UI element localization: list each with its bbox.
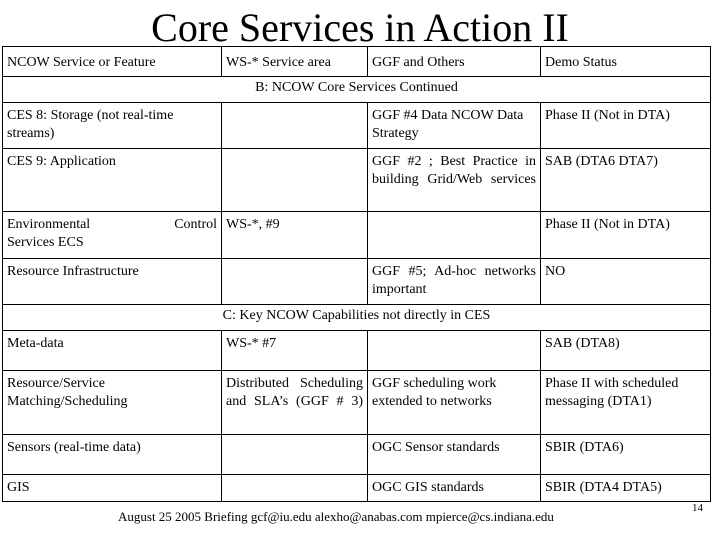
header-status: Demo Status: [541, 47, 711, 77]
cell-ws: WS-*, #9: [222, 212, 368, 259]
table-row: [3, 212, 711, 259]
cell-status: Phase II (Not in DTA): [541, 103, 711, 149]
cell-feature: GIS: [3, 475, 222, 502]
header-feature: NCOW Service or Feature: [3, 47, 222, 77]
table-row: [3, 371, 711, 435]
cell-ws: [222, 435, 368, 475]
ecs-word-environmental: Environmental: [7, 217, 91, 232]
section-c-label: C: Key NCOW Capabilities not directly in CES: [3, 305, 711, 331]
table-row: [3, 103, 711, 149]
header-ggf: GGF and Others: [368, 47, 541, 77]
cell-feature: Resource Infrastructure: [3, 259, 222, 305]
cell-ws: [222, 149, 368, 212]
table-row: [3, 435, 711, 475]
section-row: [3, 77, 711, 103]
footer-credits: August 25 2005 Briefing gcf@iu.edu alexho@anabas.com mpierce@cs.indiana.edu: [118, 509, 554, 524]
cell-ggf: GGF #2 ; Best Practice in building Grid/Web services: [368, 149, 541, 212]
cell-feature: Meta-data: [3, 331, 222, 371]
ecs-word-control: Control: [174, 217, 217, 232]
cell-ggf: [368, 331, 541, 371]
table-row: [3, 259, 711, 305]
cell-ws: [222, 103, 368, 149]
cell-ggf: GGF #4 Data NCOW Data Strategy: [368, 103, 541, 149]
cell-ggf: GGF #5; Ad-hoc networks important: [368, 259, 541, 305]
cell-ggf: OGC Sensor standards: [368, 435, 541, 475]
cell-ws: [222, 475, 368, 502]
table-row: [3, 331, 711, 371]
cell-ggf: OGC GIS standards: [368, 475, 541, 502]
cell-feature: CES 8: Storage (not real-time streams): [3, 103, 222, 149]
table-header-row: [3, 47, 711, 77]
ecs-second-line: Services ECS: [7, 235, 84, 250]
section-row: [3, 305, 711, 331]
table-row: [3, 149, 711, 212]
cell-ws: [222, 259, 368, 305]
cell-feature: Resource/Service Matching/Scheduling: [3, 371, 222, 435]
ecs-first-line: [7, 216, 217, 234]
cell-status: Phase II with scheduled messaging (DTA1): [541, 371, 711, 435]
cell-ws: Distributed Scheduling and SLA’s (GGF # 3): [222, 371, 368, 435]
page-number: 14: [692, 502, 703, 514]
cell-ws: WS-* #7: [222, 331, 368, 371]
header-ws: WS-* Service area: [222, 47, 368, 77]
cell-ggf: [368, 212, 541, 259]
cell-status: SBIR (DTA4 DTA5): [541, 475, 711, 502]
section-b-label: B: NCOW Core Services Continued: [3, 77, 711, 103]
cell-feature: Sensors (real-time data): [3, 435, 222, 475]
cell-status: Phase II (Not in DTA): [541, 212, 711, 259]
cell-feature: CES 9: Application: [3, 149, 222, 212]
cell-status: SAB (DTA8): [541, 331, 711, 371]
services-table: [2, 46, 711, 502]
cell-status: NO: [541, 259, 711, 305]
cell-ggf: GGF scheduling work extended to networks: [368, 371, 541, 435]
table-row: [3, 475, 711, 502]
cell-feature: [3, 212, 222, 259]
cell-status: SBIR (DTA6): [541, 435, 711, 475]
page-title: Core Services in Action II: [151, 5, 569, 50]
cell-status: SAB (DTA6 DTA7): [541, 149, 711, 212]
